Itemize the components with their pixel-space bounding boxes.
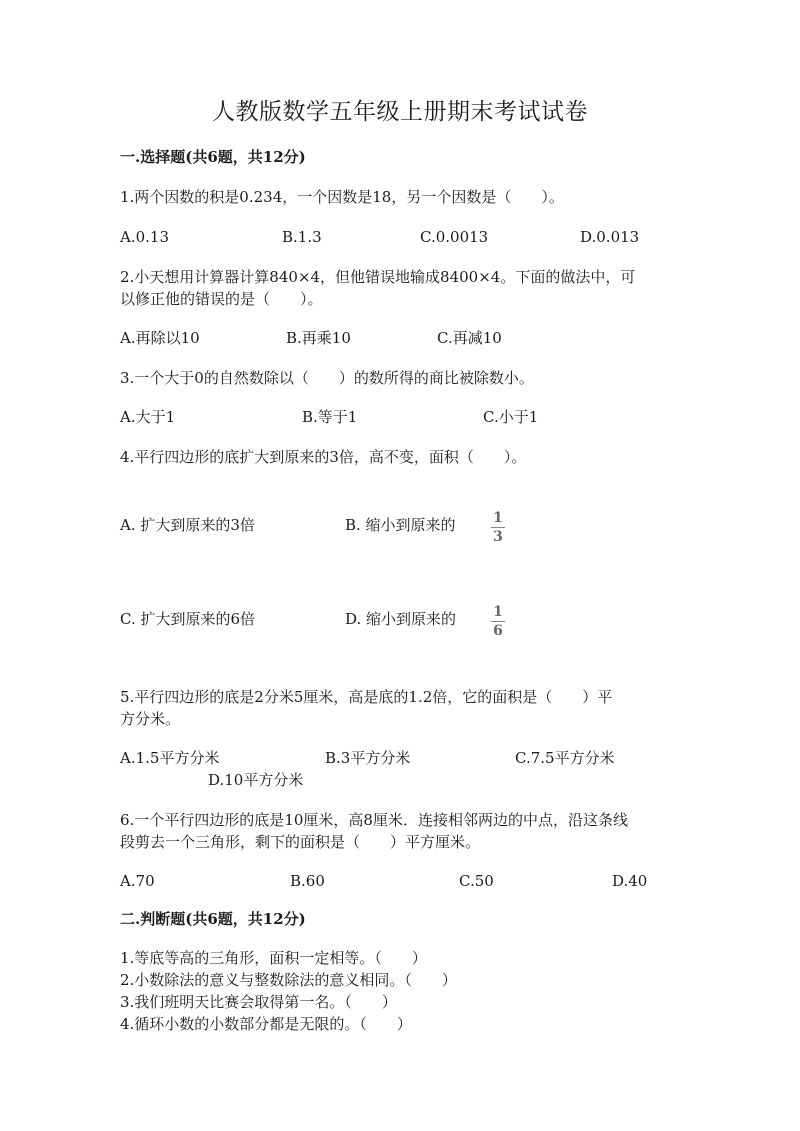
question-5-stem-line-1: 5.平行四边形的底是2分米5厘米，高是底的1.2倍，它的面积是（ ）平	[120, 688, 613, 706]
question-1-option-b: B.1.3	[282, 228, 322, 246]
question-4-option-d: D. 缩小到原来的	[345, 610, 457, 628]
fraction-numerator: 1	[493, 604, 503, 620]
fraction-bar	[491, 527, 505, 528]
question-5-option-c: C.7.5平方分米	[515, 749, 615, 767]
question-1-option-d: D.0.013	[580, 228, 640, 246]
question-4-option-c: C. 扩大到原来的6倍	[120, 610, 256, 628]
question-5-option-a: A.1.5平方分米	[120, 749, 220, 767]
fraction-numerator: 1	[493, 510, 503, 526]
fraction-denominator: 3	[493, 529, 503, 545]
question-4-option-b: B. 缩小到原来的	[345, 516, 456, 534]
question-1-stem: 1.两个因数的积是0.234，一个因数是18，另一个因数是（ ）。	[120, 188, 564, 206]
question-3-option-b: B.等于1	[302, 408, 358, 426]
fraction-bar	[491, 621, 505, 622]
question-6-stem-line-2: 段剪去一个三角形，剩下的面积是（ ）平方厘米。	[120, 833, 481, 851]
fraction-denominator: 6	[493, 623, 503, 639]
question-1-option-a: A.0.13	[120, 228, 169, 246]
question-5-stem-line-2: 方分米。	[120, 710, 181, 728]
fraction-one-third	[491, 510, 505, 545]
section-heading-choice: 一.选择题(共6题，共12分)	[120, 148, 306, 166]
fraction-one-sixth	[491, 604, 505, 639]
question-5-option-b: B.3平方分米	[325, 749, 411, 767]
question-1-option-c: C.0.0013	[420, 228, 489, 246]
true-false-item-1: 1.等底等高的三角形，面积一定相等。（ ）	[120, 949, 427, 967]
question-2-stem-line-2: 以修正他的错误的是（ ）。	[120, 290, 323, 308]
true-false-item-4: 4.循环小数的小数部分都是无限的。（ ）	[120, 1015, 412, 1033]
question-6-option-a: A.70	[120, 872, 155, 890]
section-heading-true-false: 二.判断题(共6题，共12分)	[120, 910, 306, 928]
question-3-option-a: A.大于1	[120, 408, 176, 426]
question-3-stem: 3.一个大于0的自然数除以（ ）的数所得的商比被除数小。	[120, 369, 534, 387]
page-title: 人教版数学五年级上册期末考试试卷	[212, 99, 588, 125]
question-2-option-b: B.再乘10	[286, 329, 351, 347]
question-3-option-c: C.小于1	[483, 408, 539, 426]
question-2-option-a: A.再除以10	[120, 329, 200, 347]
true-false-item-2: 2.小数除法的意义与整数除法的意义相同。（ ）	[120, 971, 457, 989]
question-4-option-a: A. 扩大到原来的3倍	[120, 516, 255, 534]
question-4-stem: 4.平行四边形的底扩大到原来的3倍，高不变，面积（ ）。	[120, 448, 527, 466]
question-6-option-d: D.40	[612, 872, 648, 890]
question-6-stem-line-1: 6.一个平行四边形的底是10厘米，高8厘米．连接相邻两边的中点，沿这条线	[120, 811, 628, 829]
question-2-stem-line-1: 2.小天想用计算器计算840×4，但他错误地输成8400×4。下面的做法中，可	[120, 268, 636, 286]
true-false-item-3: 3.我们班明天比赛会取得第一名。（ ）	[120, 993, 397, 1011]
question-6-option-b: B.60	[290, 872, 325, 890]
question-6-option-c: C.50	[459, 872, 494, 890]
question-5-option-d: D.10平方分米	[208, 771, 304, 789]
question-2-option-c: C.再减10	[437, 329, 502, 347]
